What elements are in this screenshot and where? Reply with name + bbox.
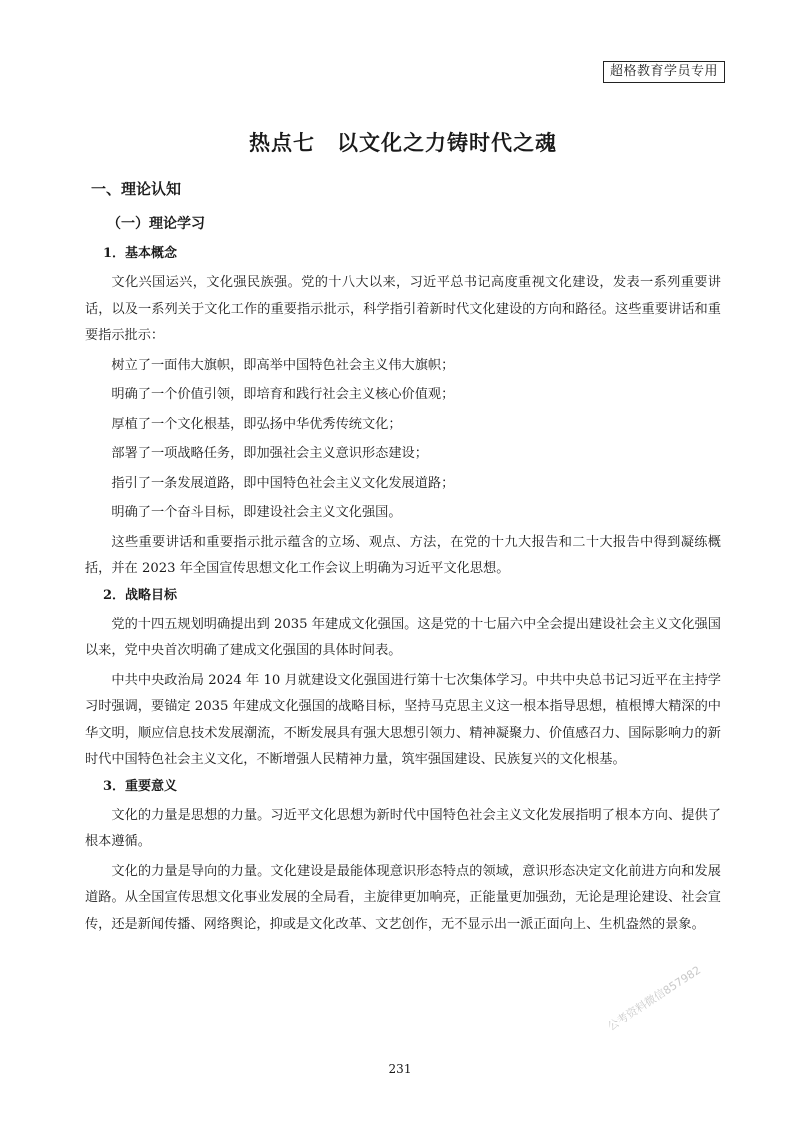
list-item: 树立了一面伟大旗帜，即高举中国特色社会主义伟大旗帜； <box>111 357 455 373</box>
header-badge: 超格教育学员专用 <box>603 61 725 83</box>
basic-concept-heading: 1．基本概念 <box>103 246 178 261</box>
strategic-goal-heading: 2．战略目标 <box>103 587 178 603</box>
list-item: 部署了一项战略任务，即加强社会主义意识形态建设； <box>111 446 428 461</box>
section-heading: 一、理论认知 <box>91 180 182 198</box>
list-item: 厚植了一个文化根基，即弘扬中华优秀传统文化； <box>111 416 402 432</box>
watermark-text: 公考资料微信857982 <box>605 963 704 1034</box>
significance-heading: 3．重要意义 <box>103 778 178 794</box>
achievement-list <box>85 353 721 527</box>
significance-paragraph-2: 文化的力量是导向的力量。文化建设是最能体现意识形态特点的领域，意识形态决定文化前进方向和发展道路。从全国宣传思想文化事业发展的全局看，主旋律更加响亮，正能量更加强劲，无论是理论建设、社会宣传，还是新闻传播、网络舆论，抑或是文化改革、文艺创作，无不显示出一派正面向上、生机盎然的景象。 <box>85 863 721 932</box>
page-number: 231 <box>388 1062 412 1076</box>
strategic-goal-paragraph-1: 党的十四五规划明确提出到 2035 年建成文化强国。这是党的十七届六中全会提出建设社会主义文化强国以来，党中央首次明确了建成文化强国的具体时间表。 <box>85 616 721 658</box>
basic-concept-intro: 文化兴国运兴，文化强民族强。党的十八大以来，习近平总书记高度重视文化建设，发表一系列重要讲话，以及一系列关于文化工作的重要指示批示，科学指引着新时代文化建设的方向和路径。这些重要讲话和重要指示批示： <box>85 275 721 343</box>
basic-concept-summary: 这些重要讲话和重要指示批示蕴含的立场、观点、方法，在党的十九大报告和二十大报告中得到凝练概括，并在 2023 年全国宣传思想文化工作会议上明确为习近平文化思想。 <box>85 534 721 576</box>
document-body <box>85 128 721 941</box>
list-item: 明确了一个奋斗目标，即建设社会主义文化强国。 <box>111 505 402 520</box>
subsection-heading: （一）理论学习 <box>107 216 205 232</box>
strategic-goal-paragraph-2: 中共中央政治局 2024 年 10 月就建设文化强国进行第十七次集体学习。中共中央总书记习近平在主持学习时强调，要锚定 2035 年建成文化强国的战略目标，坚持马克思主义这一根本指导思想，植根博大精深的中华文明，顺应信息技术发展潮流，不断发展具有强大思想引领力、精神凝聚力、价值感召力、国际影响力的新时代中国特色社会主义文化，不断增强人民精神力量，筑牢强国建设、民族复兴的文化根基。 <box>85 672 721 767</box>
list-item: 指引了一条发展道路，即中国特色社会主义文化发展道路； <box>111 475 455 491</box>
list-item: 明确了一个价值引领，即培育和践行社会主义核心价值观； <box>111 387 455 402</box>
significance-paragraph-1: 文化的力量是思想的力量。习近平文化思想为新时代中国特色社会主义文化发展指明了根本方向、提供了根本遵循。 <box>85 807 721 849</box>
page-title: 热点七 以文化之力铸时代之魂 <box>249 130 557 155</box>
